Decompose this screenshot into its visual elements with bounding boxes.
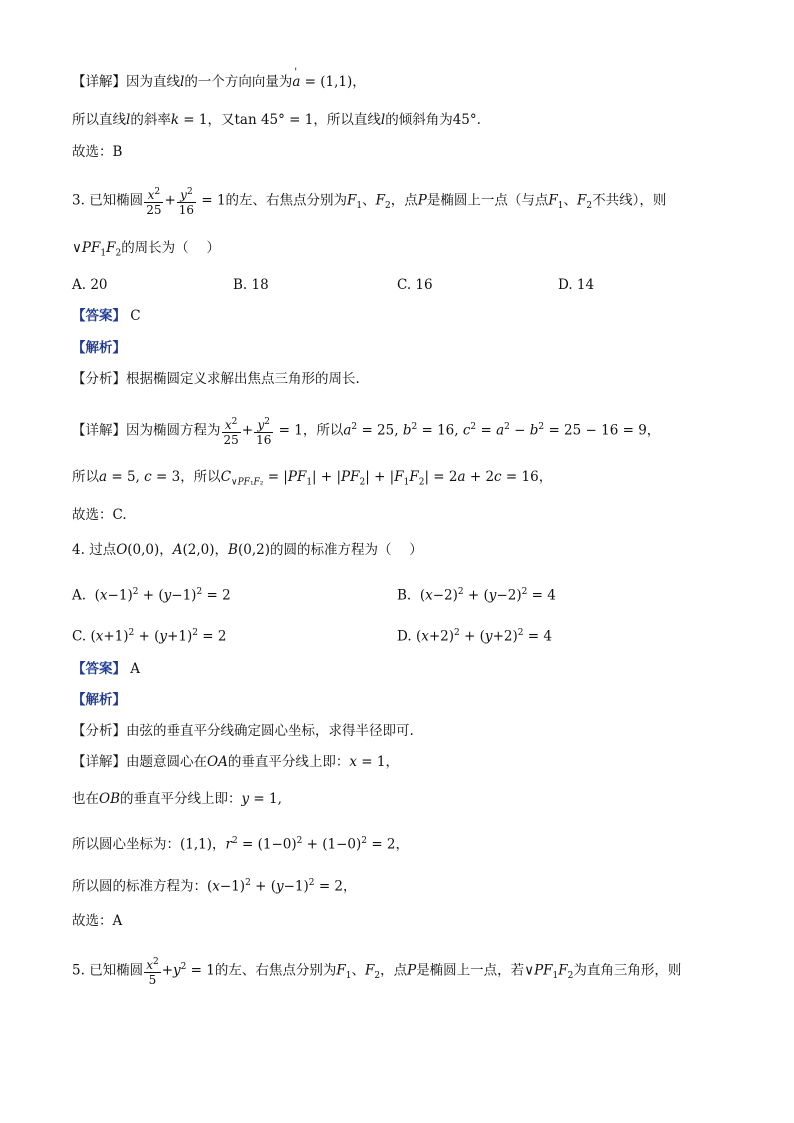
q4-option-b: B. $(x-2)^2 + (y-2)^2 = 4$: [397, 587, 556, 604]
q3-option-b: B. 18: [233, 277, 269, 293]
p2-detail-line: 【详解】因为直线l的一个方向向量为' a = (1,1)，: [72, 72, 366, 92]
q3-choice: 故选：C.: [72, 507, 127, 523]
p2-slope-line: 所以直线l的斜率k = 1，又tan 45° = 1，所以直线l的倾斜角为45°.: [72, 112, 481, 128]
q3-option-c: C. 16: [397, 277, 433, 293]
q3-detail-2: 所以a = 5, c = 3，所以$C_{\vee PF_1F_2} = |PF_1| + |PF_2| + |F_1F_2| = 2a + 2c = 16$，: [72, 469, 553, 488]
q4-option-d: D. $(x+2)^2 + (y+2)^2 = 4$: [397, 628, 552, 645]
q4-stem: 4. 过点O(0,0)，A(2,0)，B(0,2)的圆的标准方程为（ ）: [72, 542, 423, 558]
q4-line4: 所以圆的标准方程为：$(x-1)^2 + (y-1)^2 = 2$，: [72, 878, 357, 895]
q4-detail: 【详解】由题意圆心在OA的垂直平分线上即：x = 1，: [72, 754, 399, 770]
q4-option-c: C. $(x+1)^2 + (y+1)^2 = 2$: [72, 628, 227, 645]
q3-analysis: 【分析】根据椭圆定义求解出焦点三角形的周长.: [72, 371, 360, 387]
q4-option-a: A. $(x-1)^2 + (y-1)^2 = 2$: [72, 587, 231, 604]
q3-stem-2: $\vee PF_1F_2$的周长为（ ）: [72, 240, 220, 259]
q3-option-d: D. 14: [558, 277, 595, 293]
q3-option-a: A. 20: [72, 277, 108, 293]
q4-line2: 也在OB的垂直平分线上即：y = 1,: [72, 791, 282, 807]
q3-detail: 【详解】因为椭圆方程为 $\frac{x^2}{25}$ + $\frac{y^2}{16}$ = 1，所以$a^2 = 25$, $b^2 = 16$, $c^2 = a^2 - b^2 = 25 - 16 = 9$，: [72, 417, 661, 447]
q5-stem: 5. 已知椭圆 $\frac{x^2}{5}$ $+y^2 = 1$的左、右焦点分别为$F_1$、$F_2$，点P是椭圆上一点，若$\vee PF_1F_2$为直角三角形，则: [72, 957, 682, 987]
q4-line3: 所以圆心坐标为：(1,1)，$r^2 = (1-0)^2 + (1-0)^2 = 2$，: [72, 836, 410, 853]
p2-choice: 故选：B: [72, 144, 123, 160]
q3-answer: 【答案】 C: [72, 308, 141, 324]
q4-jiexi: 【解析】: [72, 692, 126, 708]
q3-stem: 3. 已知椭圆 $\frac{x^2}{25}$ + $\frac{y^2}{16}$ = 1的左、右焦点分别为$F_1$、$F_2$，点P是椭圆上一点（与点$F_1$、$F_2$不共线），则: [72, 187, 667, 217]
detail-tag: 【详解】: [72, 74, 126, 90]
q3-jiexi: 【解析】: [72, 340, 126, 356]
q4-choice: 故选：A: [72, 913, 123, 929]
q4-analysis: 【分析】由弦的垂直平分线确定圆心坐标，求得半径即可.: [72, 723, 414, 739]
q4-answer: 【答案】 A: [72, 661, 141, 677]
